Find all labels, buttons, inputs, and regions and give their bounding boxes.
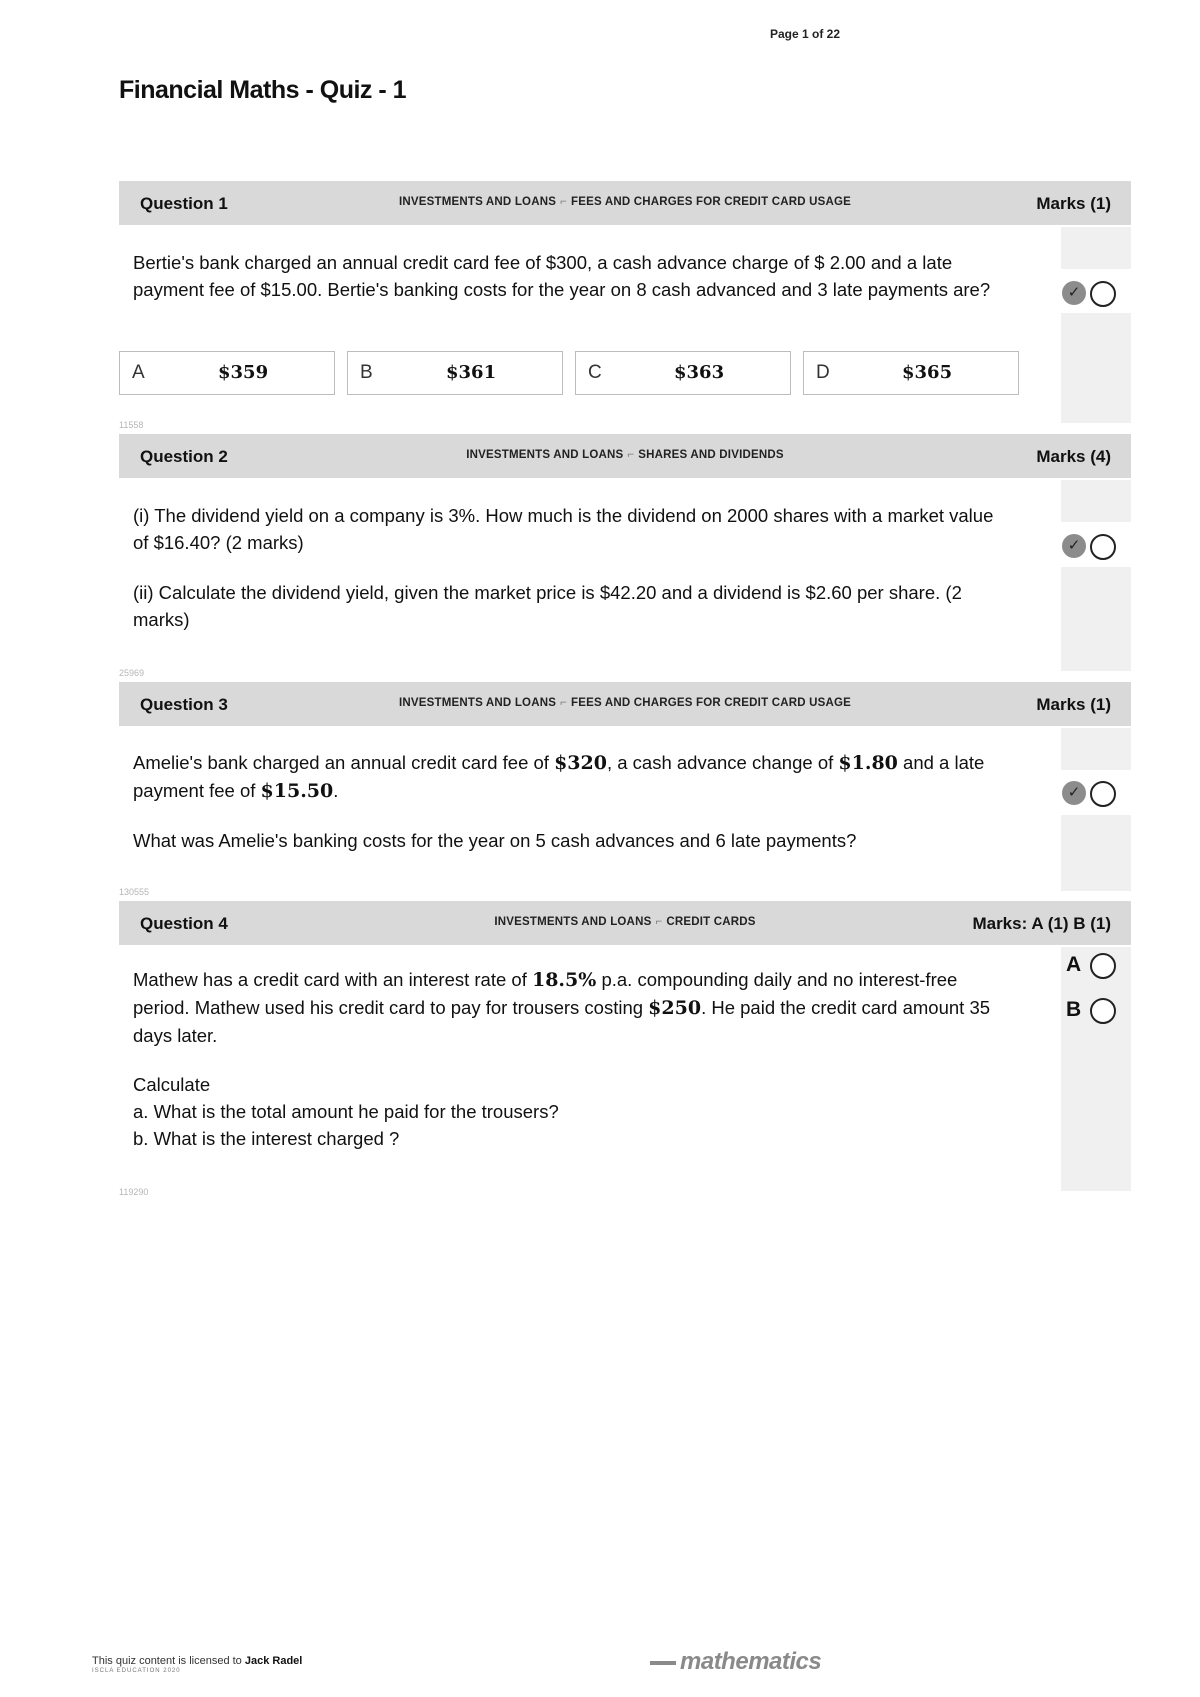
question-id: 119290 [119,1187,149,1197]
option-value: $363 [674,362,725,383]
topic-arrow-icon: ⌐ [560,196,568,208]
question-2-mark-controls [1061,528,1131,564]
unmarked-circle[interactable] [1090,534,1116,560]
statement-part: Amelie's bank charged an annual credit card fee of [133,752,555,773]
topic-arrow-icon: ⌐ [560,697,568,709]
option-letter: D [816,362,830,383]
answer-sidebox-bottom [1061,815,1131,891]
option-letter: C [588,362,602,383]
page-title: Financial Maths - Quiz - 1 [119,76,407,104]
check-icon[interactable]: ✓ [1062,281,1086,305]
unmarked-circle[interactable] [1090,781,1116,807]
option-value: $359 [218,362,269,383]
trousers-cost-value: $250 [648,997,702,1019]
question-4-header [119,901,1131,945]
check-icon[interactable]: ✓ [1062,781,1086,805]
question-3-mark-controls [1061,775,1131,811]
question-1-text: Bertie's bank charged an annual credit card fee of $300, a cash advance charge of $ 2.00 and a late payment fee of $15.00. Bertie's banking costs for the year on 8 cash advanced and 3 late payments are? [133,252,991,300]
question-2-header [119,434,1131,478]
option-a[interactable] [119,351,335,395]
question-3-header [119,682,1131,726]
license-prefix: This quiz content is licensed to [92,1655,245,1667]
licensee-name: Jack Radel [244,1655,303,1667]
unmarked-circle[interactable] [1090,281,1116,307]
question-part-b: b. What is the interest charged ? [133,1128,400,1149]
answer-sidebox-bottom [1061,313,1131,423]
answer-sidebox [1061,947,1131,1191]
logo-text: mathematics [680,1648,822,1675]
topic-sub: FEES AND CHARGES FOR CREDIT CARD USAGE [571,697,852,709]
late-fee-value: $15.50 [260,780,334,802]
answer-sidebox-top [1061,728,1131,770]
option-c[interactable] [575,351,791,395]
question-part-i: (i) The dividend yield on a company is 3%. How much is the dividend on 2000 shares with a market value of $16.40? (2 marks) [133,505,994,553]
question-topic [119,449,1131,461]
topic-main: INVESTMENTS AND LOANS [466,449,624,461]
topic-arrow-icon: ⌐ [627,449,635,461]
question-4-text [133,966,1013,1152]
question-1-header [119,181,1131,225]
question-statement [133,749,1013,805]
question-topic [119,697,1131,709]
statement-part: p.a. compounding daily and no interest-free period. Mathew used his credit card to pay for trousers costing [133,969,958,1018]
option-b[interactable] [347,351,563,395]
topic-sub: SHARES AND DIVIDENDS [638,449,784,461]
question-part-ii: (ii) Calculate the dividend yield, given the market price is $42.20 and a dividend is $2.60 per share. (2 marks) [133,582,962,630]
statement-part: , a cash advance change of [606,752,839,773]
statement-part: . He paid the credit card amount 35 days later. [133,997,991,1046]
topic-main: INVESTMENTS AND LOANS [398,697,557,709]
statement-part: Mathew has a credit card with an interest rate of [133,969,532,990]
question-3-text [133,749,1013,854]
footer-sub: ISCLA EDUCATION 2020 [92,1668,181,1674]
check-icon[interactable]: ✓ [1062,534,1086,558]
question-id: 25969 [119,668,145,678]
calculate-label: Calculate [133,1074,211,1095]
question-label: Question 2 [140,447,228,466]
marks-label: Marks: A (1) B (1) [972,914,1111,933]
option-value: $361 [446,362,497,383]
cash-advance-value: $1.80 [838,752,898,774]
part-b-circle[interactable] [1090,998,1116,1024]
answer-sidebox-top [1061,227,1131,269]
logo-mark-icon [650,1661,676,1665]
topic-arrow-icon: ⌐ [655,916,663,928]
option-d[interactable] [803,351,1019,395]
question-label: Question 4 [140,914,228,933]
answer-sidebox-top [1061,480,1131,522]
option-letter: B [360,362,373,383]
question-topic [119,196,1131,208]
license-notice [92,1655,302,1667]
topic-sub: CREDIT CARDS [666,916,756,928]
question-label: Question 3 [140,695,228,714]
mathematics-logo [650,1648,821,1676]
option-value: $365 [902,362,953,383]
marks-label: Marks (1) [1036,695,1111,714]
topic-main: INVESTMENTS AND LOANS [398,196,557,208]
question-1-mark-controls [1061,275,1131,311]
question-label: Question 1 [140,194,228,213]
marks-label: Marks (4) [1036,447,1111,466]
option-letter: A [132,362,145,383]
statement-part: . [333,780,339,801]
statement-part: and a late payment fee of [133,752,985,801]
question-statement [133,966,1013,1049]
question-id: 130555 [119,887,150,897]
question-prompt: What was Amelie's banking costs for the year on 5 cash advances and 6 late payments? [133,830,857,851]
topic-sub: FEES AND CHARGES FOR CREDIT CARD USAGE [571,196,852,208]
part-a-circle[interactable] [1090,953,1116,979]
topic-main: INVESTMENTS AND LOANS [494,916,652,928]
interest-rate-value: 18.5% [531,969,597,991]
question-part-a: a. What is the total amount he paid for the trousers? [133,1101,559,1122]
question-2-text [133,502,1013,633]
answer-sidebox-bottom [1061,567,1131,671]
annual-fee-value: $320 [554,752,607,774]
part-a-label: A [1066,953,1082,976]
marks-label: Marks (1) [1036,194,1111,213]
page-number: Page 1 of 22 [770,27,841,41]
question-id: 11558 [119,420,144,430]
part-b-label: B [1066,998,1082,1021]
